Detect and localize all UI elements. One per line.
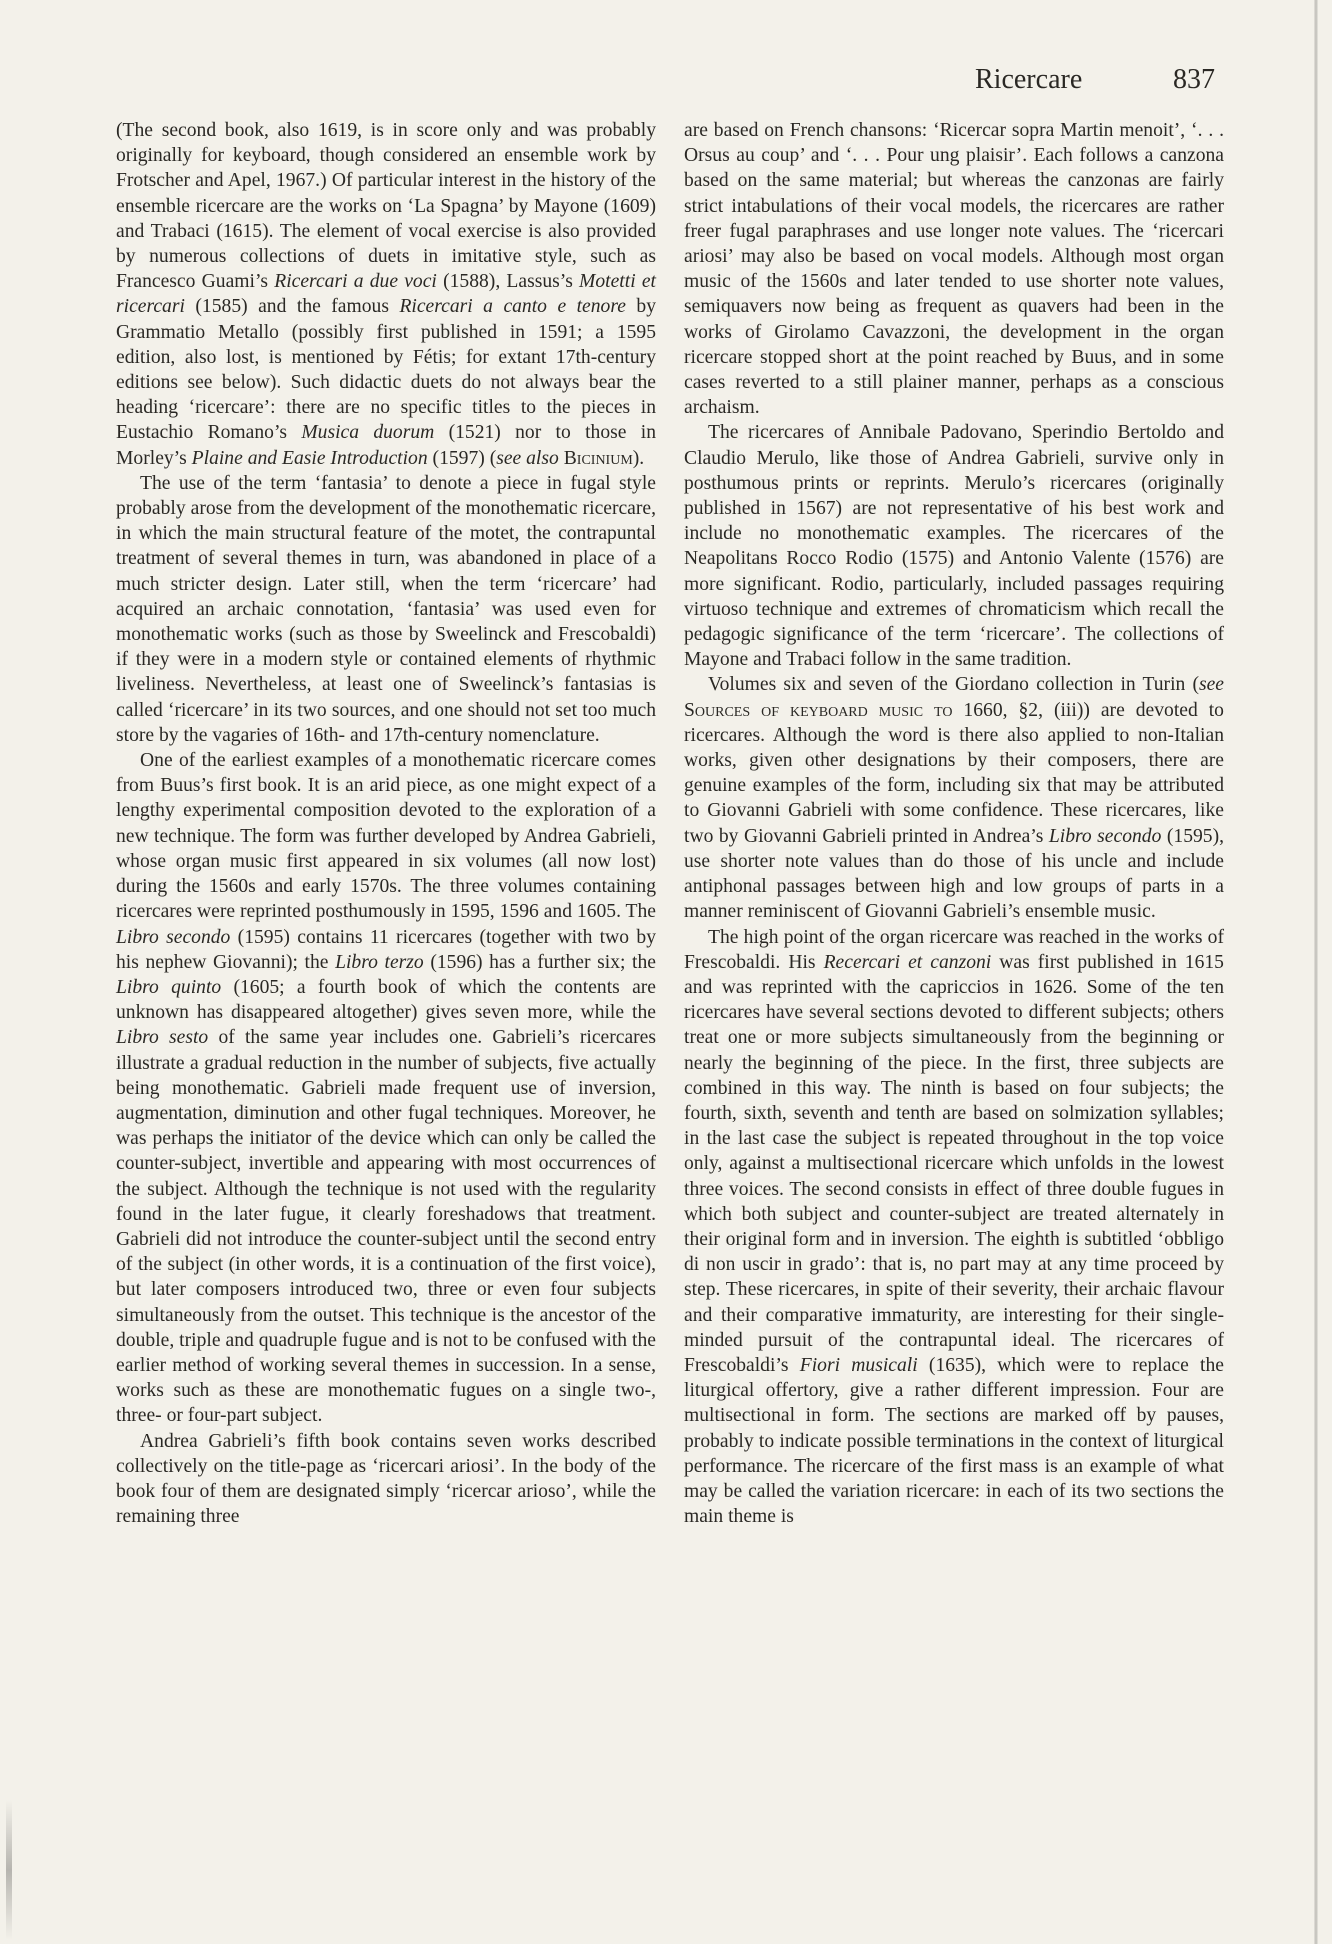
text-run: are based on French chansons: ‘Ricercar sopra Martin menoit’, ‘. . . Orsus au coup’ and ‘. . . Pour ung plaisir’. Each follows a canzona based on the same material; but whereas the canzonas are fairly strict intabulations of their vocal models, the ricercares are rather freer fugal paraphrases and use longer note values. The ‘ricercari ariosi’ may also be based on vocal models. Although most organ music of the 1560s and later tended to use shorter note values, semiquavers now being as frequent as quavers had been in the works of Girolamo Cavazzoni, the development in the organ ricercare stopped short at the point reached by Buus, and in some cases reverted to a still plainer manner, perhaps as a conscious archaism.: [684, 120, 1224, 419]
paragraph: [116, 748, 656, 1428]
paragraph: [684, 925, 1224, 1530]
italic-title: Motetti et ricercari: [116, 271, 656, 318]
scan-edge-left: [6, 1800, 12, 1940]
italic-title: Ricercari a due voci: [274, 271, 437, 293]
italic-title: Libro sesto: [116, 1027, 209, 1049]
text-run: (1635), which were to replace the liturgical offertory, give a rather different impression. Four are multisectional in form. The sections are marked off by pauses, probably to indicate possible terminations in the context of liturgical performance. The ricercare of the first mass is an example of what may be called the variation ricercare: in each of its two sections the main theme is: [684, 1354, 1224, 1528]
paragraph: [684, 672, 1224, 924]
text-run: (1597) (: [427, 447, 497, 469]
text-run: The use of the term ‘fantasia’ to denote a piece in fugal style probably arose from the development of the monothematic ricercare, in which the main structural feature of the motet, the contrapuntal treatment of several themes in turn, was abandoned in place of a much stricter design. Later still, when the term ‘ricercare’ had acquired an archaic connotation, ‘fantasia’ was used even for monothematic works (such as those by Sweelinck and Frescobaldi) if they were in a modern style or contained elements of rhythmic liveliness. Nevertheless, at least one of Sweelinck’s fantasias is called ‘ricercare’ in its two sources, and one should not set too much store by the vagaries of 16th- and 17th-century nomenclature.: [116, 472, 656, 746]
italic-title: Musica duorum: [301, 422, 435, 444]
text-run: One of the earliest examples of a monothematic ricercare comes from Buus’s first book. It is an arid piece, as one might expect of a lengthy experimental composition devoted to the exploration of a new technique. The form was further developed by Andrea Gabrieli, whose organ music first appeared in six volumes (all now lost) during the 1560s and early 1570s. The three volumes containing ricercares were reprinted posthumously in 1595, 1596 and 1605. The: [116, 750, 656, 923]
text-run: (1605; a fourth book of which the contents are unknown has disappeared altogether) gives seven more, while the: [116, 976, 656, 1024]
paragraph: [684, 118, 1224, 420]
running-head: [975, 64, 1215, 100]
italic-title: Recercari et canzoni: [823, 951, 992, 973]
text-run: of the same year includes one. Gabrieli’s ricercares illustrate a gradual reduction in the number of subjects, five actually being monothematic. Gabrieli made frequent use of inversion, augmentation, diminution and other fugal techniques. Moreover, he was perhaps the initiator of the device which can only be called the counter-subject, invertible and appearing with most occurrences of the subject. Although the technique is not used with the regularity found in the later fugue, it clearly foreshadows that treatment. Gabrieli did not introduce the counter-subject until the second entry of the subject (in other words, it is a continuation of the first voice), but later composers introduced two, three or even four subjects simultaneously from the outset. This technique is the ancestor of the double, triple and quadruple fugue and is not to be confused with the earlier method of working several themes in succession. In a sense, works such as these are monothematic fugues on a single two-, three- or four-part subject.: [116, 1027, 656, 1427]
italic-title: Fiori musicali: [799, 1354, 918, 1376]
italic-title: Libro secondo: [116, 926, 231, 948]
text-run: (1585) and the famous: [184, 296, 400, 318]
paragraph: [116, 471, 656, 748]
paragraph: [116, 118, 656, 471]
italic-title: Libro secondo: [1048, 825, 1162, 847]
text-run: Andrea Gabrieli’s fifth book contains seven works described collectively on the title-page as ‘ricercari ariosi’. In the body of the book four of them are designated simply ‘ricercar arioso’, while the remaining three: [116, 1430, 656, 1528]
running-head-title: Ricercare: [975, 64, 1083, 95]
paragraph: [684, 420, 1224, 672]
italic-title: see also: [496, 447, 559, 469]
cross-reference: Sources of keyboard music to 1660: [684, 699, 1003, 721]
text-run: (The second book, also 1619, is in score only and was probably originally for keyboard, though considered an ensemble work by Frotscher and Apel, 1967.) Of particular interest in the history of the ensemble ricercare are the works on ‘La Spagna’ by Mayone (1609) and Trabaci (1615). The element of vocal exercise is also provided by numerous collections of duets in imitative style, such as Francesco Guami’s: [116, 120, 656, 293]
text-run: , §2, (iii)) are devoted to ricercares. Although the word is there also applied to non-Italian works, given other designations by their composers, there are genuine examples of the form, including six that may be attributed to Giovanni Gabrieli with some confidence. These ricercares, like two by Giovanni Gabrieli printed in Andrea’s: [684, 699, 1224, 847]
italic-title: Libro quinto: [116, 976, 222, 998]
text-run: Volumes six and seven of the Giordano collection in Turin (: [708, 674, 1199, 696]
italic-title: Libro terzo: [335, 951, 424, 973]
text-run: (1595), use shorter note values than do those of his uncle and include antiphonal passages between high and low groups of parts in a manner reminiscent of Giovanni Gabrieli’s ensemble music.: [684, 825, 1225, 923]
cross-reference: Bicinium: [563, 447, 633, 469]
text-run: was first published in 1615 and was reprinted with the capriccios in 1626. Some of the ten ricercares have several sections devoted to different subjects; others treat one or more subjects simultaneously from the beginning or nearly the beginning of the piece. In the first, three subjects are combined in this way. The ninth is based on four subjects; the fourth, sixth, seventh and tenth are based on solmization syllables; in the last case the subject is repeated throughout in the top voice only, against a multisectional ricercare which unfolds in the lowest three voices. The second consists in effect of three double fugues in which both subject and counter-subject are treated alternately in their original form and in inversion. The eighth is subtitled ‘obbligo di non uscir in grado’: that is, no part may at any time proceed by step. These ricercares, in spite of their severity, their archaic flavour and their comparative immaturity, are interesting for their single-minded pursuit of the contrapuntal ideal. The ricercares of Frescobaldi’s: [684, 951, 1224, 1376]
right-column: [684, 118, 1224, 1529]
page-number: 837: [1173, 64, 1215, 95]
left-column: [116, 118, 656, 1529]
text-run: (1595) contains 11 ricercares (together with two by his nephew Giovanni); the: [116, 926, 656, 973]
text-run: ).: [632, 447, 645, 469]
italic-title: see: [1198, 674, 1224, 696]
text-run: The ricercares of Annibale Padovano, Sperindio Bertoldo and Claudio Merulo, like those of Andrea Gabrieli, survive only in posthumous prints or reprints. Merulo’s ricercares (originally published in 1567) are not representative of his best work and include no monothematic examples. The ricercares of the Neapolitans Rocco Rodio (1575) and Antonio Valente (1576) are more significant. Rodio, particularly, included passages requiring virtuoso technique and extremes of chromaticism which recall the pedagogic significance of the term ‘ricercare’. The collections of Mayone and Trabaci follow in the same tradition.: [684, 422, 1224, 671]
text-run: (1521) nor to those in Morley’s: [116, 422, 656, 469]
text-run: (1596) has a further six; the: [423, 951, 656, 973]
text-run: The high point of the organ ricercare was reached in the works of Frescobaldi. His: [684, 926, 1224, 973]
text-run: by Grammatio Metallo (possibly first published in 1591; a 1595 edition, also lost, is mentioned by Fétis; for extant 17th-century editions see below). Such didactic duets do not always bear the heading ‘ricercare’: there are no specific titles to the pieces in Eustachio Romano’s: [116, 296, 656, 444]
scan-edge-right: [1314, 0, 1318, 1944]
italic-title: Ricercari a canto e tenore: [399, 296, 626, 318]
italic-title: Plaine and Easie Introduction: [191, 447, 428, 469]
paragraph: [116, 1429, 656, 1530]
text-run: (1588), Lassus’s: [436, 271, 580, 293]
